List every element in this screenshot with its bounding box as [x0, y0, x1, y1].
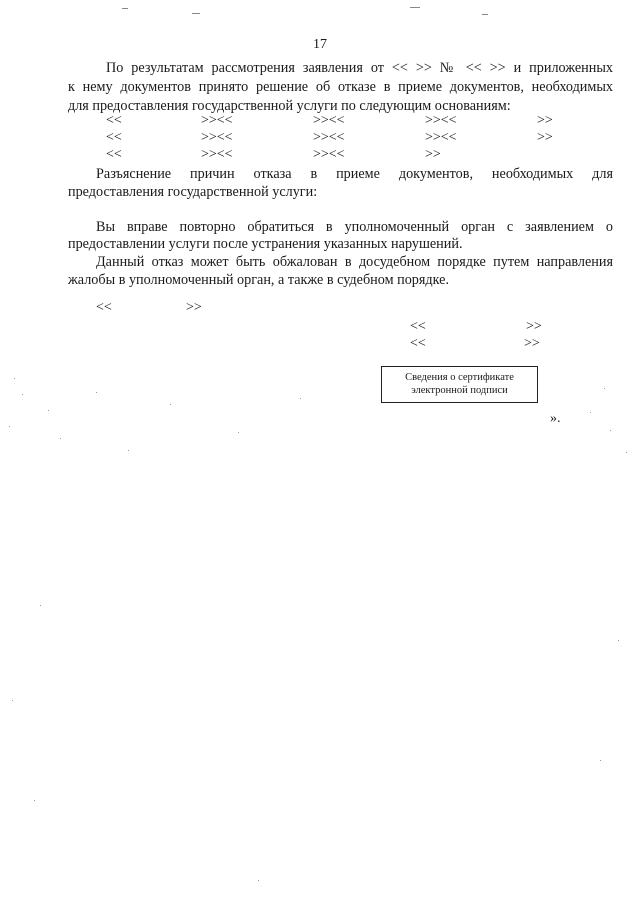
- scan-speck: [48, 410, 49, 411]
- scan-artifact: [482, 14, 488, 15]
- scan-speck: [610, 430, 611, 431]
- grid-cell: <<: [106, 147, 122, 162]
- scan-speck: [96, 392, 97, 393]
- scan-speck: [40, 605, 41, 606]
- scan-artifact: [192, 13, 200, 14]
- scan-speck: [12, 700, 13, 701]
- closing-quote: ».: [550, 411, 561, 426]
- paragraph1-line3: для предоставления государственной услуги по следующим основаниям:: [68, 98, 511, 114]
- placeholder-left-open: <<: [96, 300, 112, 315]
- paragraph4-line1: Данный отказ может быть обжалован в досудебном порядке путем направления: [96, 254, 613, 270]
- placeholder-left-close: >>: [186, 300, 202, 315]
- grid-cell: >><<: [313, 113, 345, 128]
- scan-speck: [626, 452, 627, 453]
- grid-cell: <<: [106, 130, 122, 145]
- scan-speck: [128, 450, 129, 451]
- scan-speck: [600, 760, 601, 761]
- grid-cell: >><<: [425, 130, 457, 145]
- paragraph3-line1: Вы вправе повторно обратиться в уполномоченный орган с заявлением о: [96, 219, 613, 235]
- grid-cell: >>: [537, 130, 553, 145]
- paragraph3-line2: предоставлении услуги после устранения указанных нарушений.: [68, 236, 463, 252]
- scan-speck: [618, 640, 619, 641]
- scan-speck: [14, 378, 15, 379]
- scan-artifact: [410, 7, 420, 8]
- scan-speck: [604, 388, 605, 389]
- scan-artifact: [122, 8, 128, 9]
- scan-speck: [34, 800, 35, 801]
- grid-cell: >>: [537, 113, 553, 128]
- signature-certificate-box: [381, 366, 538, 403]
- grid-cell: >><<: [201, 147, 233, 162]
- grid-cell: >><<: [313, 147, 345, 162]
- placeholder-right2-open: <<: [410, 336, 426, 351]
- paragraph1-line2: к нему документов принято решение об отказе в приеме документов, необходимых: [68, 79, 613, 95]
- paragraph2-line1: Разъяснение причин отказа в приеме документов, необходимых для: [96, 166, 613, 182]
- scan-speck: [258, 880, 259, 881]
- grid-cell: >><<: [201, 113, 233, 128]
- grid-cell: >><<: [425, 113, 457, 128]
- scan-speck: [238, 432, 239, 433]
- placeholder-right1-open: <<: [410, 319, 426, 334]
- signature-box-line2: электронной подписи: [411, 385, 508, 396]
- grid-cell: >><<: [201, 130, 233, 145]
- page-number: 17: [313, 37, 327, 52]
- paragraph1-line1: По результатам рассмотрения заявления от << >> № << >> и приложенных: [106, 60, 613, 76]
- scan-speck: [590, 412, 591, 413]
- grid-cell: >><<: [313, 130, 345, 145]
- signature-box-line1: Сведения о сертификате: [405, 372, 514, 383]
- scan-speck: [300, 398, 301, 399]
- placeholder-right2-close: >>: [524, 336, 540, 351]
- scan-speck: [60, 438, 61, 439]
- scan-speck: [170, 404, 171, 405]
- placeholder-right1-close: >>: [526, 319, 542, 334]
- grid-cell: <<: [106, 113, 122, 128]
- scan-speck: [9, 426, 10, 427]
- grid-cell: >>: [425, 147, 441, 162]
- paragraph4-line2: жалобы в уполномоченный орган, а также в судебном порядке.: [68, 272, 450, 288]
- paragraph2-line2: предоставления государственной услуги:: [68, 184, 318, 200]
- scan-speck: [22, 394, 23, 395]
